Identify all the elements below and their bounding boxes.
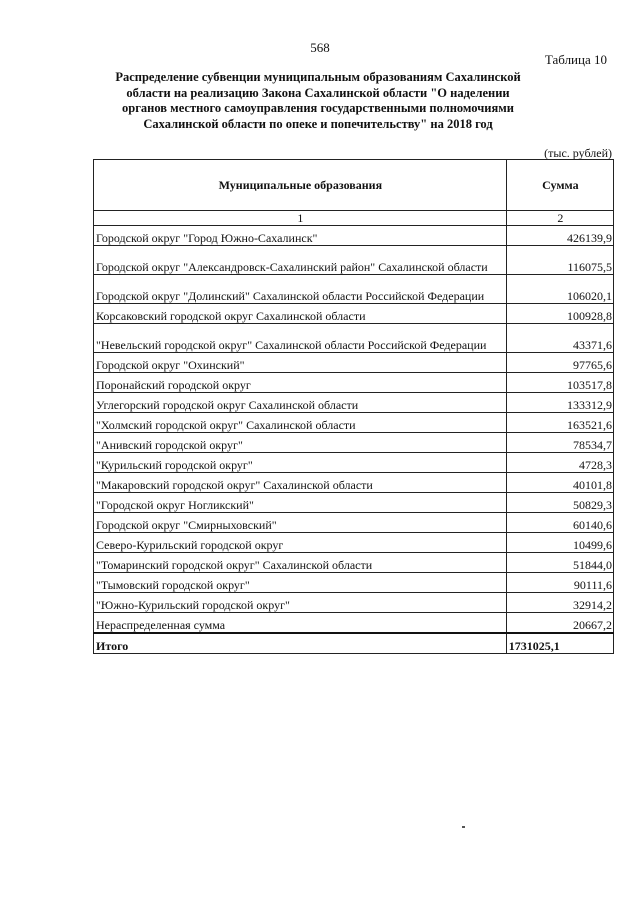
table-row [94, 533, 614, 553]
municipality-name: Городской округ "Александровск-Сахалинский район" Сахалинской области [94, 246, 507, 275]
municipality-name: Городской округ "Охинский" [94, 353, 507, 373]
subvention-sum: 103517,8 [506, 373, 613, 393]
table-row [94, 413, 614, 433]
table-row [94, 324, 614, 353]
subvention-sum: 426139,9 [506, 226, 613, 246]
table-row [94, 304, 614, 324]
column-number: 1 [94, 211, 507, 226]
municipality-name: "Холмский городской округ" Сахалинской области [94, 413, 507, 433]
subvention-sum: 78534,7 [506, 433, 613, 453]
subvention-table [93, 159, 614, 654]
header-municipalities: Муниципальные образования [94, 160, 507, 211]
table-row [94, 246, 614, 275]
subvention-sum: 106020,1 [506, 275, 613, 304]
subvention-sum: 100928,8 [506, 304, 613, 324]
municipality-name: Северо-Курильский городской округ [94, 533, 507, 553]
table-label: Таблица 10 [544, 52, 607, 67]
table-row [94, 453, 614, 473]
municipality-name: "Южно-Курильский городской округ" [94, 593, 507, 613]
table-row [94, 353, 614, 373]
units-label: (тыс. рублей) [544, 146, 612, 160]
subvention-sum: 60140,6 [506, 513, 613, 533]
municipality-name: Городской округ "Город Южно-Сахалинск" [94, 226, 507, 246]
table-row [94, 393, 614, 413]
municipality-name: Городской округ "Смирныховский" [94, 513, 507, 533]
municipality-name: "Макаровский городской округ" Сахалинской области [94, 473, 507, 493]
subvention-sum: 51844,0 [506, 553, 613, 573]
subvention-sum: 20667,2 [506, 613, 613, 634]
municipality-name: "Томаринский городской округ" Сахалинской области [94, 553, 507, 573]
municipality-name: "Городской округ Ногликский" [94, 493, 507, 513]
municipality-name: "Невельский городской округ" Сахалинской области Российской Федерации [94, 324, 507, 353]
subvention-sum: 40101,8 [506, 473, 613, 493]
municipality-name: "Анивский городской округ" [94, 433, 507, 453]
municipality-name: Корсаковский городской округ Сахалинской области [94, 304, 507, 324]
subvention-sum: 50829,3 [506, 493, 613, 513]
subvention-sum: 10499,6 [506, 533, 613, 553]
subvention-sum: 32914,2 [506, 593, 613, 613]
subvention-sum: 43371,6 [506, 324, 613, 353]
table-row [94, 275, 614, 304]
table-row [94, 433, 614, 453]
scan-mark [462, 826, 465, 828]
municipality-name: Углегорский городской округ Сахалинской области [94, 393, 507, 413]
total-row [94, 633, 614, 654]
municipality-name: "Тымовский городской округ" [94, 573, 507, 593]
table-header-row [94, 160, 614, 211]
table-row [94, 613, 614, 634]
municipality-name: Поронайский городской округ [94, 373, 507, 393]
table-body [94, 211, 614, 634]
column-number: 2 [506, 211, 613, 226]
page-number: 568 [310, 40, 330, 55]
header-sum: Сумма [506, 160, 613, 211]
table-row [94, 493, 614, 513]
document-title: Распределение субвенции муниципальным образованиям Сахалинской области на реализацию Закона Сахалинской области "О наделении органов местного самоуправления государственными полномочиями Сахалинской области по опеке и попечительству" на 2018 год [115, 70, 521, 131]
table-row [94, 573, 614, 593]
table-row [94, 473, 614, 493]
municipality-name: Городской округ "Долинский" Сахалинской области Российской Федерации [94, 275, 507, 304]
subvention-sum: 116075,5 [506, 246, 613, 275]
table-row [94, 513, 614, 533]
subvention-sum: 133312,9 [506, 393, 613, 413]
subvention-sum: 90111,6 [506, 573, 613, 593]
subvention-sum: 97765,6 [506, 353, 613, 373]
municipality-name: "Курильский городской округ" [94, 453, 507, 473]
total-sum: 1731025,1 [506, 633, 613, 654]
table-row [94, 226, 614, 246]
table-row [94, 553, 614, 573]
column-number-row [94, 211, 614, 226]
municipality-name: Нераспределенная сумма [94, 613, 507, 634]
table-row [94, 373, 614, 393]
table-row [94, 593, 614, 613]
subvention-sum: 4728,3 [506, 453, 613, 473]
subvention-sum: 163521,6 [506, 413, 613, 433]
total-label: Итого [94, 633, 507, 654]
